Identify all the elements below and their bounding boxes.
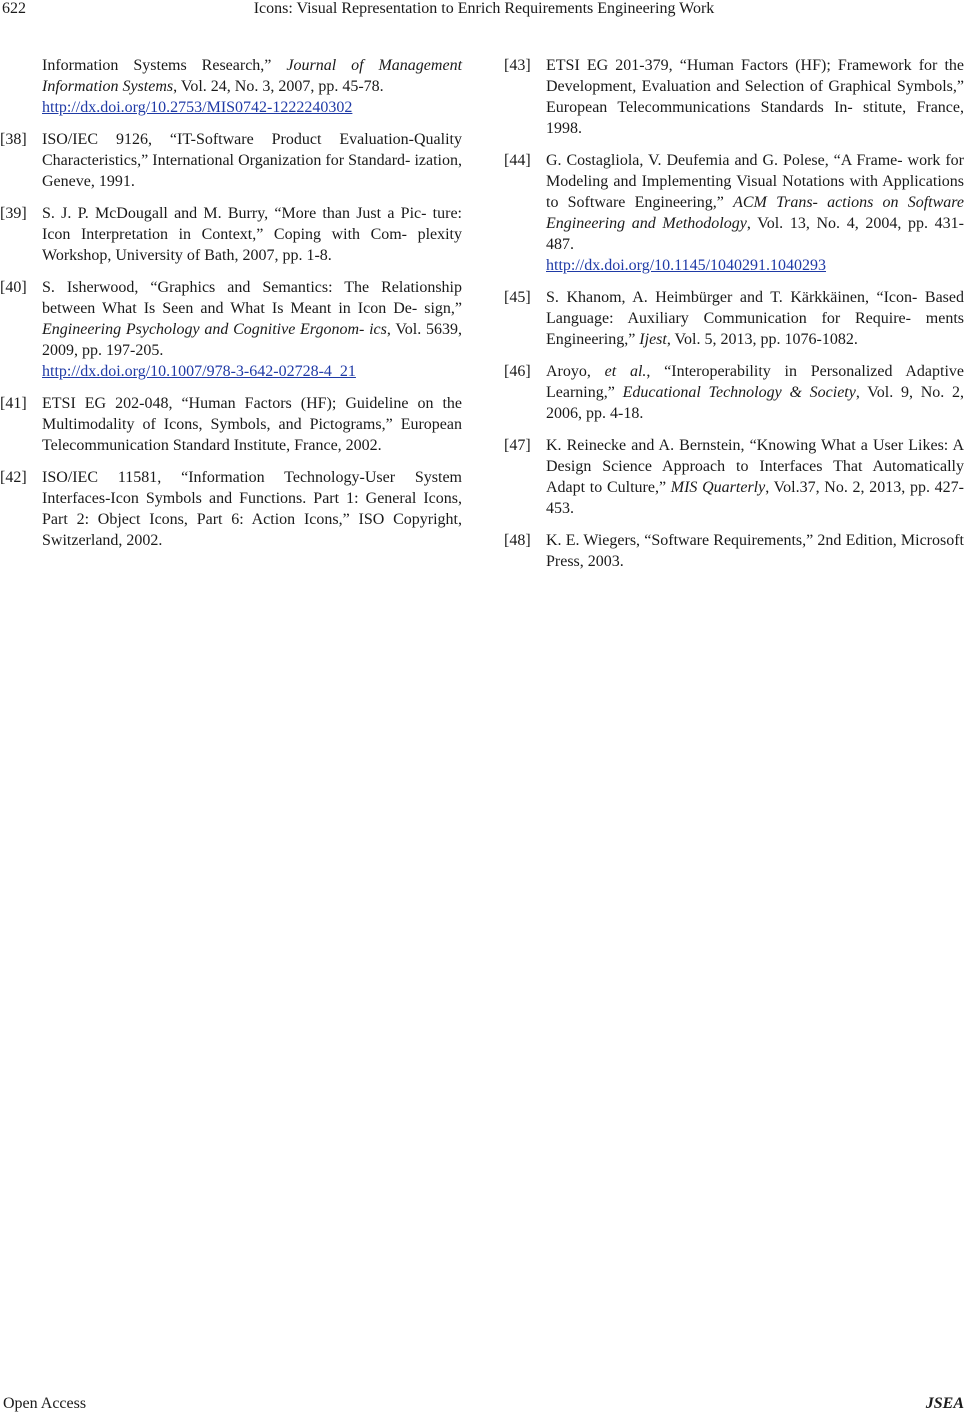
reference-44 (504, 150, 964, 276)
running-title: Icons: Visual Representation to Enrich Requirements Engineering Work (253, 0, 715, 17)
reference-text-part: , Vol. 24, No. 3, 2007, pp. 45-78. (173, 78, 384, 95)
open-access-label: Open Access (3, 1395, 87, 1412)
reference-38 (0, 129, 462, 192)
reference-number: [40] (0, 279, 27, 296)
reference-text (546, 150, 964, 276)
reference-47 (504, 435, 964, 519)
et-al: et al. (604, 363, 647, 380)
reference-number: [44] (504, 152, 531, 169)
journal-name: Engineering Psychology and Cognitive Ergonom- ics (42, 321, 387, 338)
reference-text-part: K. Reinecke and A. Bernstein, “Knowing What a User Likes: A Design Science Approach to Interfaces That Automatically Adapt to Culture,” (546, 437, 964, 496)
reference-46 (504, 361, 964, 424)
reference-text-part: S. Isherwood, “Graphics and Semantics: The Relationship between What Is Seen and What Is Meant in Icon De- sign,” (42, 279, 462, 317)
reference-text: S. J. P. McDougall and M. Burry, “More than Just a Pic- ture: Icon Interpretation in Context,” Coping with Com- plexity Workshop, University of Bath, 2007, pp. 1-8. (42, 205, 462, 264)
reference-number: [47] (504, 437, 531, 454)
journal-name: Ijest (639, 331, 667, 348)
reference-text-part: , Vol. 5639, 2009, pp. 197-205. (42, 321, 462, 359)
reference-43 (504, 55, 964, 139)
left-column (0, 55, 462, 562)
doi-link[interactable]: http://dx.doi.org/10.1007/978-3-642-02728-4_21 (42, 363, 356, 380)
reference-40 (0, 277, 462, 382)
right-column (504, 55, 964, 583)
reference-text-part: , Vol. 13, No. 4, 2004, pp. 431-487. (546, 215, 965, 253)
reference-text-part: Aroyo, (546, 363, 605, 380)
reference-text (546, 287, 964, 350)
reference-41 (0, 393, 462, 456)
reference-text (546, 435, 964, 519)
reference-text (546, 361, 964, 424)
reference-text-part: Information Systems Research,” (42, 57, 287, 74)
reference-text-part: , Vol. 5, 2013, pp. 1076-1082. (666, 331, 858, 348)
reference-number: [46] (504, 363, 531, 380)
reference-number: [41] (0, 395, 27, 412)
reference-text-part: S. Khanom, A. Heimbürger and T. Kärkkäinen, “Icon- Based Language: Auxiliary Communication for Require- ments Engineering,” (546, 289, 964, 348)
reference-number: [42] (0, 469, 27, 486)
reference-42 (0, 467, 462, 551)
doi-link[interactable]: http://dx.doi.org/10.1145/1040291.1040293 (546, 257, 827, 274)
journal-abbreviation: JSEA (925, 1395, 964, 1412)
journal-name: Educational Technology & Society (622, 384, 856, 401)
reference-text: ETSI EG 201-379, “Human Factors (HF); Framework for the Development, Evaluation and Selection of Graphical Symbols,” European Telecommunications Standards In- stitute, France, 1998. (546, 57, 964, 137)
reference-text: ISO/IEC 9126, “IT-Software Product Evaluation-Quality Characteristics,” International Organization for Standard- ization, Geneve, 1991. (42, 131, 462, 190)
reference-number: [45] (504, 289, 531, 306)
reference-number: [38] (0, 131, 27, 148)
journal-name: Journal of Management Information Systems (42, 57, 463, 95)
journal-name: MIS Quarterly (670, 479, 766, 496)
reference-text-part: , “Interoperability in Personalized Adaptive Learning,” (546, 363, 964, 401)
reference-continuation (0, 55, 462, 118)
reference-number: [48] (504, 532, 531, 549)
reference-number: [39] (0, 205, 27, 222)
reference-text (42, 277, 462, 382)
reference-number: [43] (504, 57, 531, 74)
reference-48 (504, 530, 964, 572)
reference-45 (504, 287, 964, 350)
reference-text (42, 55, 462, 118)
reference-text-part: , Vol.37, No. 2, 2013, pp. 427-453. (546, 479, 965, 517)
reference-39 (0, 203, 462, 266)
reference-text: ETSI EG 202-048, “Human Factors (HF); Guideline on the Multimodality of Icons, Symbols, and Pictograms,” European Telecommunication Standard Institute, France, 2002. (42, 395, 462, 454)
doi-link[interactable]: http://dx.doi.org/10.2753/MIS0742-1222240302 (42, 99, 353, 116)
reference-text-part: G. Costagliola, V. Deufemia and G. Polese, “A Frame- work for Modeling and Implementing Visual Notations with Applications to Software Engineering,” (546, 152, 964, 211)
reference-text-part: , Vol. 9, No. 2, 2006, pp. 4-18. (546, 384, 964, 422)
journal-name: ACM Trans- actions on Software Engineering and Methodology (546, 194, 964, 232)
reference-text: K. E. Wiegers, “Software Requirements,” 2nd Edition, Microsoft Press, 2003. (546, 532, 964, 570)
reference-text: ISO/IEC 11581, “Information Technology-User System Interfaces-Icon Symbols and Functions. Part 1: General Icons, Part 2: Object Icons, Part 6: Action Icons,” ISO Copyright, Switzerland, 2002. (42, 469, 462, 549)
page-number: 622 (2, 0, 26, 17)
